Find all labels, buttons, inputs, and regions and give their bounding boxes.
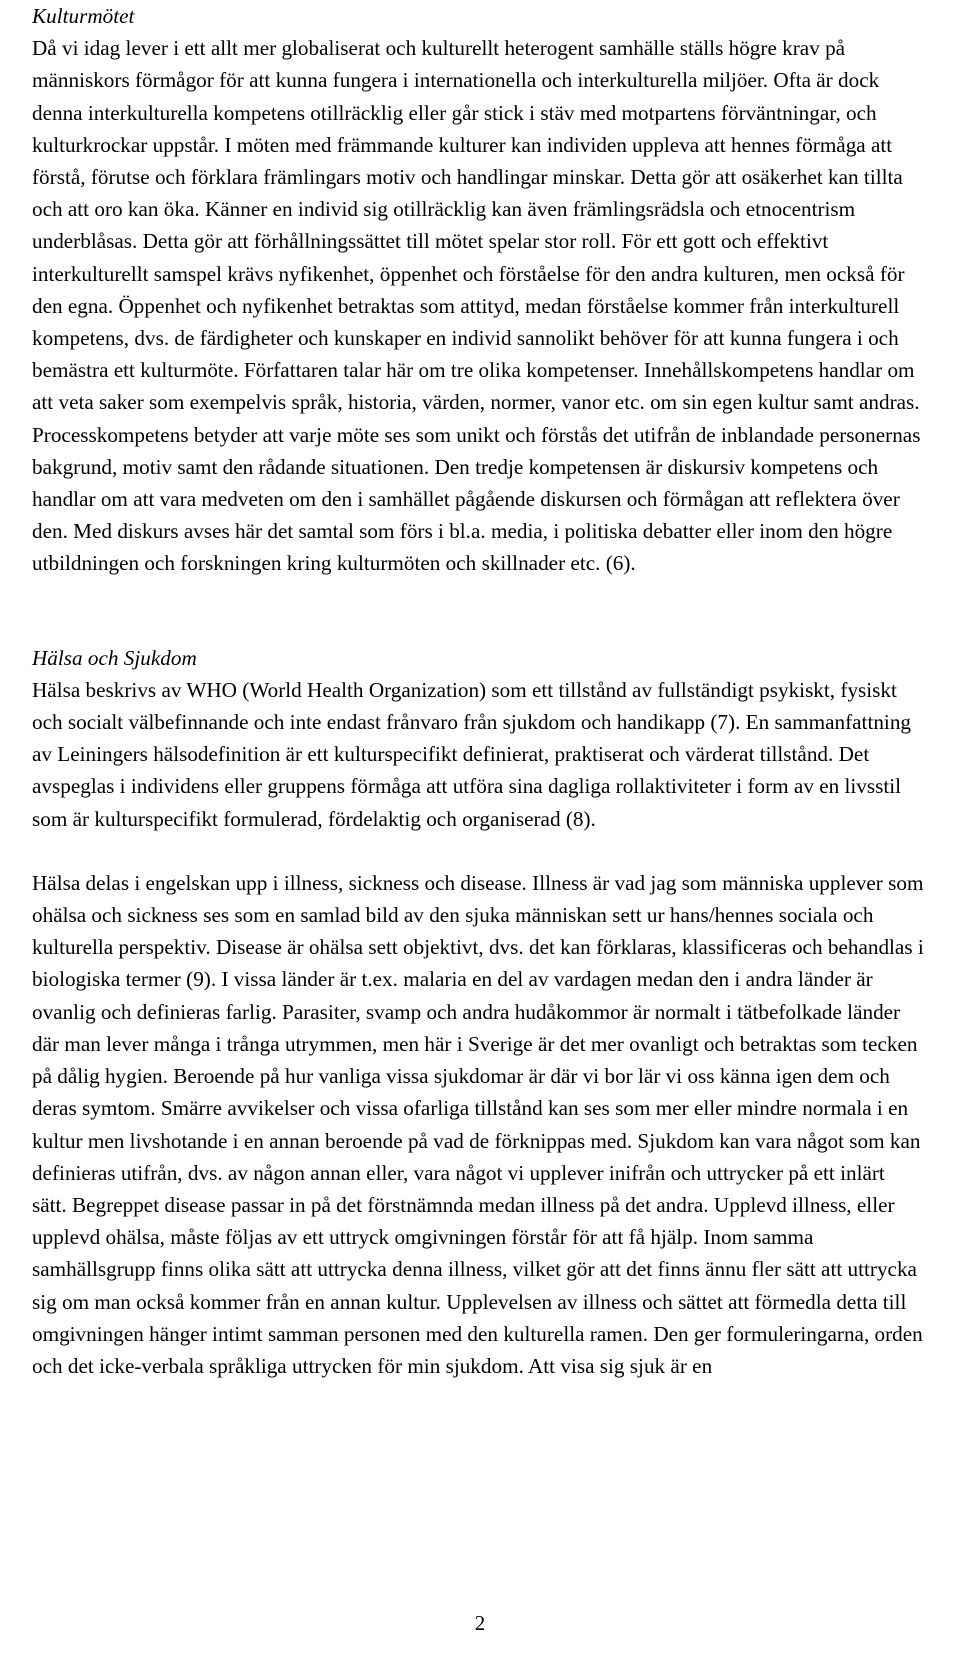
paragraph-spacer (32, 835, 924, 867)
section-kulturmotet (32, 0, 924, 580)
section-halsa-och-sjukdom (32, 642, 924, 1382)
section-title-kulturmotet: Kulturmötet (32, 4, 135, 28)
page-number: 2 (474, 1611, 486, 1635)
paragraph-halsa-1: Hälsa beskrivs av WHO (World Health Organization) som ett tillstånd av fullständigt psykiskt, fysiskt och socialt välbefinnande och inte endast frånvaro från sjukdom och handikapp (7). En sammanfattning av Leiningers hälsodefinition är ett kulturspecifikt definierat, praktiserat och värderat tillstånd. Det avspeglas i individens eller gruppens förmåga att utföra sina dagliga rollaktiviteter i form av en livsstil som är kulturspecifikt formulerad, fördelaktig och organiserad (8). (32, 677, 912, 831)
paragraph-halsa-2: Hälsa delas i engelskan upp i illness, sickness och disease. Illness är vad jag som människa upplever som ohälsa och sickness ses som en samlad bild av den sjuka människan sett ur hans/hennes sociala och kulturella perspektiv. Disease är ohälsa sett objektivt, dvs. det kan förklaras, klassificeras och behandlas i biologiska termer (9). I vissa länder är t.ex. malaria en del av vardagen medan den i andra länder är ovanlig och definieras farlig. Parasiter, svamp och andra hudåkommor är normalt i tätbefolkade länder där man lever många i trånga utrymmen, men här i Sverige är det mer ovanligt och betraktas som tecken på dålig hygien. Beroende på hur vanliga vissa sjukdomar är där vi bor lär vi oss känna igen dem och deras symtom. Smärre avvikelser och vissa ofarliga tillstånd kan ses som mer eller mindre normala i en kultur men livshotande i en annan beroende på vad de förknippas med. Sjukdom kan vara något som kan definieras utifrån, dvs. av någon annan eller, vara något vi upplever inifrån och uttrycker på ett inlärt sätt. Begreppet disease passar in på det förstnämnda medan illness på det andra. Upplevd illness, eller upplevd ohälsa, måste följas av ett uttryck omgivningen förstår för att få hjälp. Inom samma samhällsgrupp finns olika sätt att uttrycka denna illness, vilket gör att det finns ännu fler sätt att uttrycka sig om man också kommer från en annan kultur. Upplevelsen av illness och sättet att förmedla detta till omgivningen hänger intimt samman personen med den kulturella ramen. Den ger formuleringarna, orden och det icke-verbala språkliga uttrycken för min sjukdom. Att visa sig sjuk är en (32, 870, 924, 1378)
section-title-halsa-och-sjukdom: Hälsa och Sjukdom (32, 645, 197, 670)
section-spacer (32, 580, 924, 642)
paragraph-kulturmotet-1: Då vi idag lever i ett allt mer globaliserat och kulturellt heterogent samhälle ställs högre krav på människors förmågor för att kunna fungera i internationella och interkulturella miljöer. Ofta är dock denna interkulturella kompetens otillräcklig eller går stick i stäv med motpartens förväntningar, och kulturkrockar uppstår. I möten med främmande kulturer kan individen uppleva att hennes förmåga att förstå, förutse och förklara främlingars motiv och handlingar minskar. Detta gör att osäkerhet kan tillta och att oro kan öka. Känner en individ sig otillräcklig kan även främlingsrädsla och etnocentrism underblåsas. Detta gör att förhållningssättet till mötet spelar stor roll. För ett gott och effektivt interkulturellt samspel krävs nyfikenhet, öppenhet och förståelse för den andra kulturen, men också för den egna. Öppenhet och nyfikenhet betraktas som attityd, medan förståelse kommer från interkulturell kompetens, dvs. de färdigheter och kunskaper en individ sannolikt behöver för att kunna fungera i och bemästra ett kulturmöte. Författaren talar här om tre olika kompetenser. Innehållskompetens handlar om att veta saker som exempelvis språk, historia, värden, normer, vanor etc. om sin egen kultur samt andras. Processkompetens betyder att varje möte ses som unikt och förstås det utifrån de inblandade personernas bakgrund, motiv samt den rådande situationen. Den tredje kompetensen är diskursiv kompetens och handlar om att vara medveten om den i samhället pågående diskursen och förmågan att reflektera över den. Med diskurs avses här det samtal som förs i bl.a. media, i politiska debatter eller inom den högre utbildningen och forskningen kring kulturmöten och skillnader etc. (6). (32, 36, 921, 576)
